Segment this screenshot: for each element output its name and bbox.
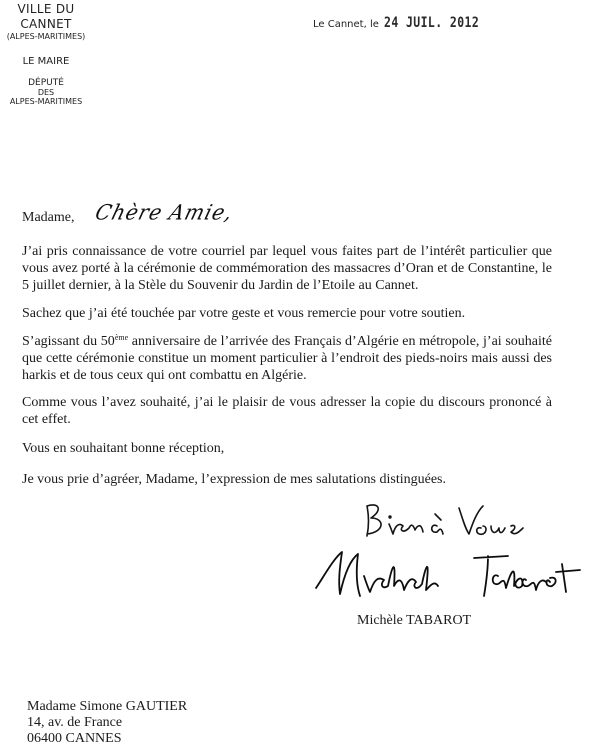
- recipient-address: [27, 699, 187, 747]
- signature: [312, 546, 590, 602]
- recipient-name: Madame Simone GAUTIER: [27, 699, 188, 714]
- paragraph-1: J’ai pris connaissance de votre courriel par lequel vous faites part de l’intérêt particulier que vous avez porté à la cérémonie de commémoration des massacres d’Oran et de Constantine, le 5 juillet dernier, à la Stèle du Souvenir du Jardin de l’Etoile au Cannet.: [22, 244, 552, 293]
- paragraph-5: Vous en souhaitant bonne réception,: [22, 441, 225, 456]
- letterhead-of: DES: [37, 88, 55, 97]
- handwritten-closing-note: [359, 498, 529, 540]
- paragraph-3-start: S’agissant du 50: [22, 334, 115, 349]
- dateline-place: Le Cannet, le: [313, 19, 379, 30]
- letterhead: [0, 2, 92, 107]
- ordinal-superscript: ème: [114, 333, 129, 342]
- signer-name: Michèle TABAROT: [357, 613, 472, 628]
- recipient-city: 06400 CANNES: [27, 731, 122, 746]
- paragraph-6: Je vous prie d’agréer, Madame, l’expression de mes salutations distinguées.: [22, 472, 446, 487]
- salutation: Madame,: [22, 210, 75, 225]
- paragraph-2: Sachez que j’ai été touchée par votre geste et vous remercie pour votre soutien.: [22, 306, 466, 321]
- recipient-street: 14, av. de France: [27, 715, 123, 730]
- paragraph-3-rest: anniversaire de l’arrivée des Français d’Algérie en métropole, j’ai souhaité que cette cérémonie constitue un moment particulier à l’endroit des pieds-noirs mais aussi des harkis et de tous ceux qui ont combattu en Algérie.: [22, 334, 552, 383]
- letterhead-department: (ALPES-MARITIMES): [6, 32, 86, 41]
- date-stamp: 24 JUIL. 2012: [384, 15, 480, 31]
- letterhead-city: VILLE DU CANNET: [17, 2, 75, 31]
- letterhead-region: ALPES-MARITIMES: [9, 97, 83, 106]
- letterhead-deputy: DÉPUTÉ: [28, 78, 64, 88]
- handwritten-greeting: Chère Amie,: [92, 199, 237, 225]
- paragraph-3: [22, 333, 552, 384]
- letterhead-mayor: LE MAIRE: [22, 56, 70, 67]
- paragraph-4: Comme vous l’avez souhaité, j’ai le plaisir de vous adresser la copie du discours prononcé à cet effet.: [22, 395, 552, 427]
